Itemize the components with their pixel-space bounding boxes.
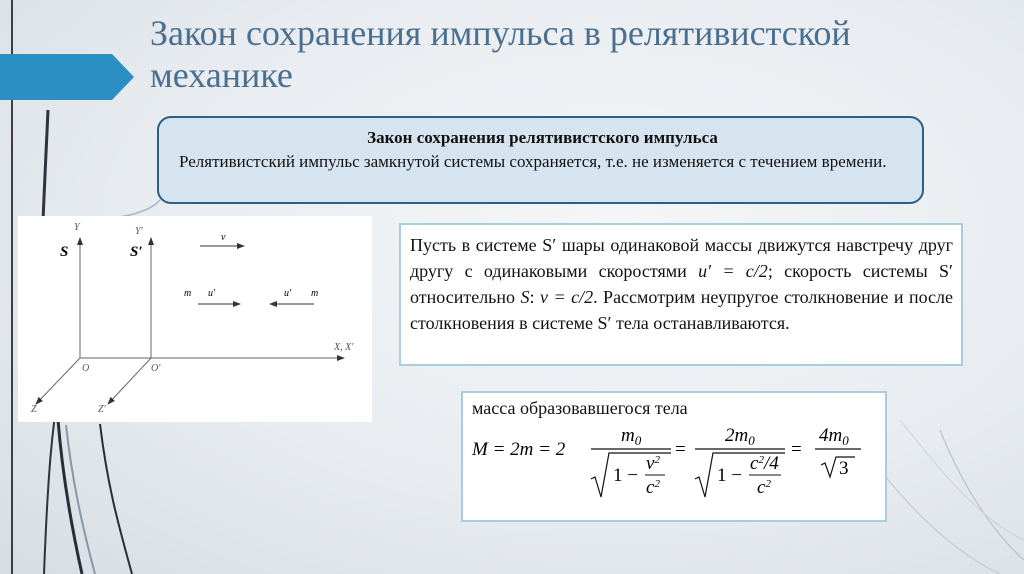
velocity-u-right-label: u′ (284, 288, 292, 299)
mass-formula (463, 419, 883, 519)
frame-s-prime-label: S′ (130, 244, 143, 260)
fraction3-denominator: 3 (839, 458, 849, 479)
axis-z-label: Z (31, 404, 37, 415)
info-text: Пусть в системе (410, 235, 543, 255)
sqrt3-radical (821, 457, 855, 477)
info-text: тела останавливаются. (611, 313, 790, 333)
fraction1-den-num: $v^2$ (646, 453, 660, 474)
origin-o-prime-label: O′ (151, 363, 161, 374)
mass-formula-box (461, 391, 887, 522)
axis-z-prime-line (108, 358, 151, 404)
info-text: : (529, 287, 540, 307)
slide-title: Закон сохранения импульса в релятивистской механике (150, 13, 851, 95)
frame-symbol: S′ (939, 261, 953, 281)
law-definition-box (157, 116, 924, 204)
deco-curve (58, 420, 82, 574)
law-heading: Закон сохранения релятивистского импульса (367, 128, 718, 147)
deco-curve (880, 470, 1000, 574)
formula-intro: масса образовавшегося тела (472, 398, 688, 418)
fraction1-den-den: $c^2$ (646, 477, 660, 498)
fraction1-numerator: $m_0$ (621, 425, 642, 448)
origin-o-label: O (82, 363, 90, 374)
math-inline: S (520, 287, 530, 307)
fraction2-den-den: $c^2$ (757, 477, 771, 498)
velocity-v-label: v (221, 232, 226, 243)
scenario-description (399, 223, 963, 366)
info-text: шары одинаковой массы движутся навстречу друг другу с одинаковыми скоростями (410, 235, 953, 281)
fraction2-den-a: 1 − (717, 465, 742, 486)
info-text: . Рассмотрим неупругое столкновение и после столкновения в системе (410, 287, 953, 333)
mass-right-label: m (311, 288, 319, 299)
velocity-u-left-label: u′ (208, 288, 216, 299)
frame-symbol: S′ (542, 235, 557, 255)
frame-s-label: S (60, 244, 69, 260)
formula-lhs: M = 2m = 2 (472, 439, 566, 460)
axis-z-prime-label: Z′ (98, 404, 106, 415)
math-inline: v = c/2 (539, 287, 594, 307)
axis-z-line (36, 358, 80, 404)
axis-y-prime-label: Y′ (135, 226, 143, 237)
deco-curve (940, 430, 1024, 560)
reference-frames-diagram (18, 216, 372, 422)
deco-curve (66, 425, 95, 574)
info-text: ; скорость системы (767, 261, 940, 281)
deco-curve (100, 424, 132, 574)
frame-symbol: S′ (597, 313, 612, 333)
equals-sign-1: = (675, 439, 686, 460)
fraction1-den-a: 1 − (613, 465, 638, 486)
title-accent-arrow (0, 54, 134, 100)
mass-left-label: m (184, 288, 192, 299)
math-inline: u′ = c/2 (698, 261, 768, 281)
deco-curve (900, 420, 1024, 540)
law-text: Релятивистский импульс замкнутой системы сохраняется, т.е. не изменяется с течением времени. (179, 152, 887, 171)
equals-sign-2: = (791, 439, 802, 460)
info-text: относительно (410, 287, 521, 307)
fraction3-numerator: $4m_0$ (819, 425, 849, 448)
fraction2-den-num: $c^2/4$ (750, 453, 779, 474)
axis-x-label: X, X′ (334, 342, 354, 353)
fraction2-numerator: $2m_0$ (725, 425, 755, 448)
axis-y-label: Y (74, 222, 80, 233)
